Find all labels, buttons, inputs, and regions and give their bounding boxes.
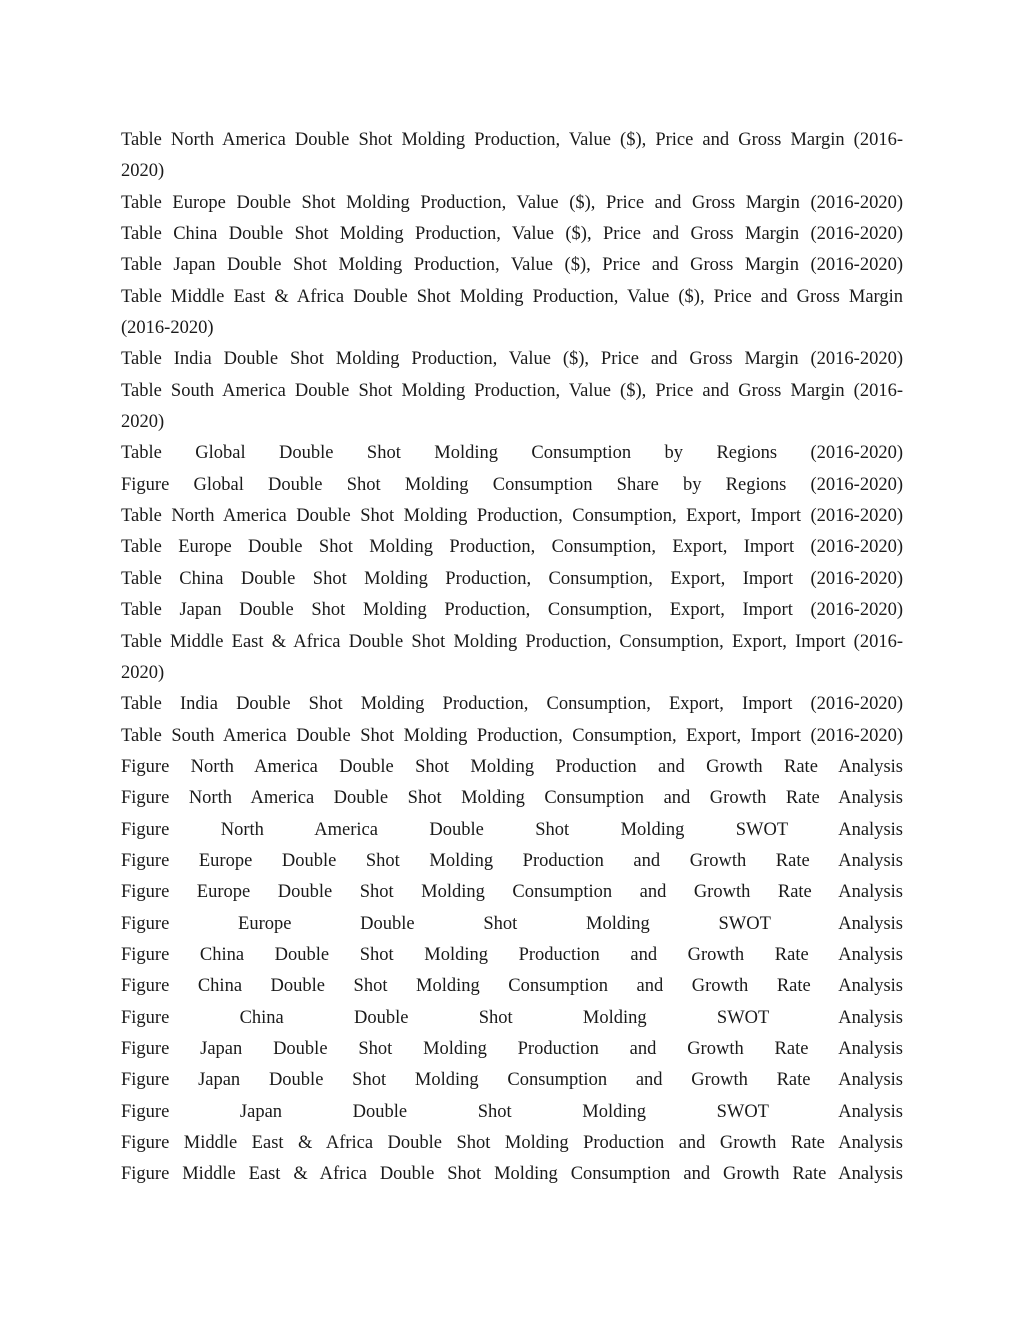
list-item: Figure China Double Shot Molding Consumption and Growth Rate Analysis <box>121 976 903 997</box>
list-item: Table Middle East & Africa Double Shot Molding Production, Consumption, Export, Import (2016- <box>121 631 903 652</box>
list-item: Table South America Double Shot Molding Production, Consumption, Export, Import (2016-2020) <box>121 725 903 746</box>
list-item: Table Japan Double Shot Molding Production, Consumption, Export, Import (2016-2020) <box>121 600 903 621</box>
list-item: Figure Europe Double Shot Molding SWOT Analysis <box>121 913 903 934</box>
list-item: 2020) <box>121 161 165 182</box>
list-item: Table Europe Double Shot Molding Production, Value ($), Price and Gross Margin (2016-2020) <box>121 192 903 213</box>
list-item: Figure North America Double Shot Molding SWOT Analysis <box>121 819 903 840</box>
list-item: Table Europe Double Shot Molding Production, Consumption, Export, Import (2016-2020) <box>121 537 903 558</box>
list-item: 2020) <box>121 662 165 683</box>
list-item: Table China Double Shot Molding Production, Value ($), Price and Gross Margin (2016-2020) <box>121 224 903 245</box>
list-item: Figure Middle East & Africa Double Shot Molding Consumption and Growth Rate Analysis <box>121 1164 903 1185</box>
list-item: Figure North America Double Shot Molding Production and Growth Rate Analysis <box>121 756 903 777</box>
list-item: Figure Global Double Shot Molding Consumption Share by Regions (2016-2020) <box>121 474 903 495</box>
list-item: Figure Europe Double Shot Molding Production and Growth Rate Analysis <box>121 850 903 871</box>
list-item: Table North America Double Shot Molding Production, Value ($), Price and Gross Margin (2016- <box>121 130 903 150</box>
list-item: Table Global Double Shot Molding Consumption by Regions (2016-2020) <box>121 443 903 464</box>
list-item: Figure Middle East & Africa Double Shot Molding Production and Growth Rate Analysis <box>121 1133 903 1153</box>
list-item: Figure China Double Shot Molding Production and Growth Rate Analysis <box>121 944 903 965</box>
list-item: Figure Japan Double Shot Molding SWOT Analysis <box>121 1101 903 1122</box>
list-item: Figure China Double Shot Molding SWOT Analysis <box>121 1007 903 1028</box>
list-item: Figure Japan Double Shot Molding Consumption and Growth Rate Analysis <box>121 1070 903 1091</box>
list-item: Table Middle East & Africa Double Shot Molding Production, Value ($), Price and Gross Margin <box>121 286 903 307</box>
list-item: Figure Europe Double Shot Molding Consumption and Growth Rate Analysis <box>121 882 903 903</box>
list-item: Table South America Double Shot Molding Production, Value ($), Price and Gross Margin (2016- <box>121 380 903 401</box>
table-of-figures-list <box>121 125 903 1191</box>
list-item: Figure North America Double Shot Molding Consumption and Growth Rate Analysis <box>121 788 903 809</box>
list-item: Figure Japan Double Shot Molding Production and Growth Rate Analysis <box>121 1038 903 1059</box>
list-item: Table China Double Shot Molding Production, Consumption, Export, Import (2016-2020) <box>121 568 903 589</box>
list-item: Table North America Double Shot Molding Production, Consumption, Export, Import (2016-2020) <box>121 506 903 527</box>
list-item: Table India Double Shot Molding Production, Value ($), Price and Gross Margin (2016-2020) <box>121 349 903 370</box>
list-item: Table India Double Shot Molding Production, Consumption, Export, Import (2016-2020) <box>121 694 903 715</box>
list-item: 2020) <box>121 412 165 433</box>
list-item: (2016-2020) <box>121 318 214 339</box>
list-item: Table Japan Double Shot Molding Production, Value ($), Price and Gross Margin (2016-2020) <box>121 255 903 276</box>
